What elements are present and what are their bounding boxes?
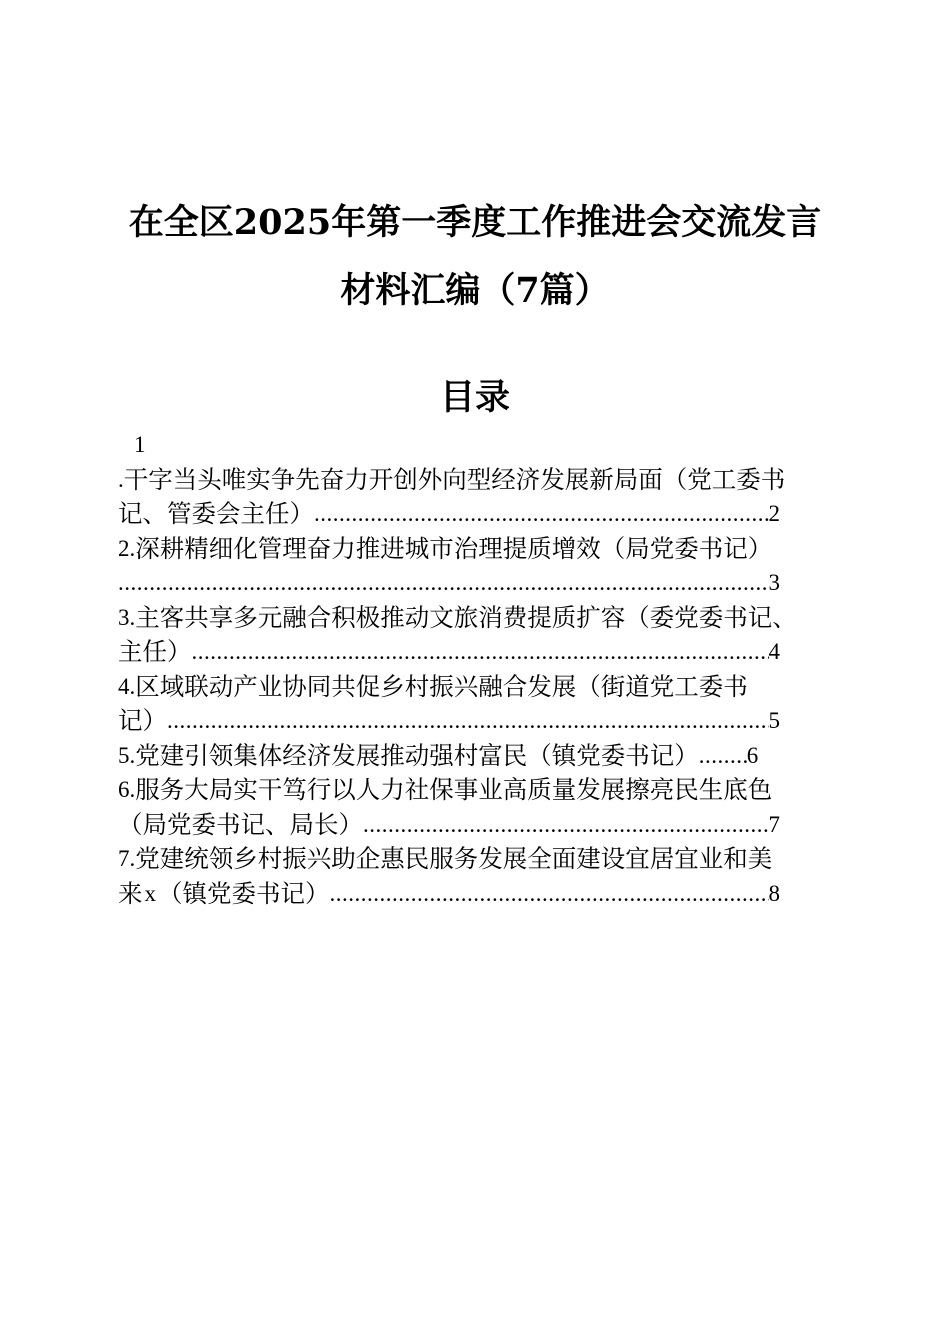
toc-item-4-number: 4. — [118, 673, 136, 699]
toc-item-7-title-cont-b: （镇党委书记） — [158, 878, 330, 908]
toc-item-7-line-2[interactable] — [118, 877, 780, 912]
toc-item-5-page: 6 — [746, 742, 759, 768]
toc-item-1-line-2[interactable] — [118, 497, 780, 532]
toc-item-2-leader — [118, 566, 769, 601]
toc-item-6-title-cont: （局党委书记、局长） — [118, 809, 363, 839]
toc-item-3-title: 主客共享多元融合积极推动文旅消费提质扩容（委党委书记、 — [135, 602, 797, 632]
toc-item-2-page: 3 — [768, 570, 780, 595]
toc-item-4-title: 区域联动产业协同共促乡村振兴融合发展（街道党工委书 — [135, 671, 748, 701]
toc-item-4-leader — [167, 704, 769, 739]
toc-item-7-leader — [330, 877, 769, 912]
toc-item-4-line-2[interactable] — [118, 704, 780, 739]
toc-item-6-title: 服务大局实干笃行以人力社保事业高质量发展擦亮民生底色 — [135, 775, 773, 804]
toc-item-2-title: 深耕精细化管理奋力推进城市治理提质增效（局党委书记） — [135, 533, 773, 563]
toc-heading: 目录 — [439, 377, 510, 418]
toc-item-7-title-cont-a: 来 — [118, 878, 143, 908]
toc-item-4-page: 5 — [768, 708, 780, 733]
toc-item-4-title-cont: 记） — [118, 706, 167, 735]
toc-item-1-dot: . — [118, 466, 124, 492]
toc-item-6-line-2[interactable] — [118, 808, 780, 843]
document-title-line-1: 在全区2025年第一季度工作推进会交流发言 — [128, 202, 822, 243]
toc-item-7-number: 7. — [118, 846, 136, 871]
toc-item-3-line-1[interactable] — [118, 601, 848, 636]
toc-item-1-number-line — [118, 428, 848, 463]
toc-item-3-page: 4 — [768, 639, 780, 664]
toc-item-1-number: 1 — [134, 432, 146, 457]
toc-item-5-leader — [699, 739, 747, 774]
toc-item-7-line-1[interactable] — [118, 842, 848, 877]
table-of-contents — [118, 428, 848, 911]
toc-item-1-title: 干字当头唯实争先奋力开创外向型经济发展新局面（党工委书 — [123, 464, 786, 494]
toc-item-6-number: 6. — [118, 777, 136, 802]
toc-item-3-title-cont: 主任） — [118, 637, 192, 666]
toc-item-5-title: 党建引领集体经济发展推动强村富民（镇党委书记） — [135, 740, 699, 770]
toc-item-3-number: 3. — [118, 604, 136, 630]
toc-item-5-number: 5. — [118, 742, 136, 768]
toc-item-1-line-1[interactable] — [118, 463, 848, 498]
toc-item-5-line-1[interactable] — [118, 739, 848, 774]
toc-item-2-line-1[interactable] — [118, 532, 848, 567]
toc-item-2-number: 2. — [118, 535, 136, 561]
toc-item-6-line-1[interactable] — [118, 773, 848, 808]
toc-item-1-leader — [314, 497, 769, 532]
toc-item-2-line-2[interactable] — [118, 566, 780, 601]
document-title-line-2: 材料汇编（7篇） — [340, 270, 610, 311]
toc-item-4-line-1[interactable] — [118, 670, 848, 705]
toc-item-7-title: 党建统领乡村振兴助企惠民服务发展全面建设宜居宜业和美 — [135, 844, 773, 873]
toc-item-6-page: 7 — [768, 811, 780, 837]
toc-item-7-title-cont-x: x — [144, 880, 156, 906]
toc-item-1-page: 2 — [768, 501, 780, 526]
toc-item-3-leader — [192, 635, 769, 670]
toc-item-3-line-2[interactable] — [118, 635, 780, 670]
toc-item-6-leader — [363, 808, 769, 843]
toc-item-1-title-cont: 记、管委会主任） — [118, 499, 314, 528]
toc-item-7-page: 8 — [768, 880, 780, 906]
